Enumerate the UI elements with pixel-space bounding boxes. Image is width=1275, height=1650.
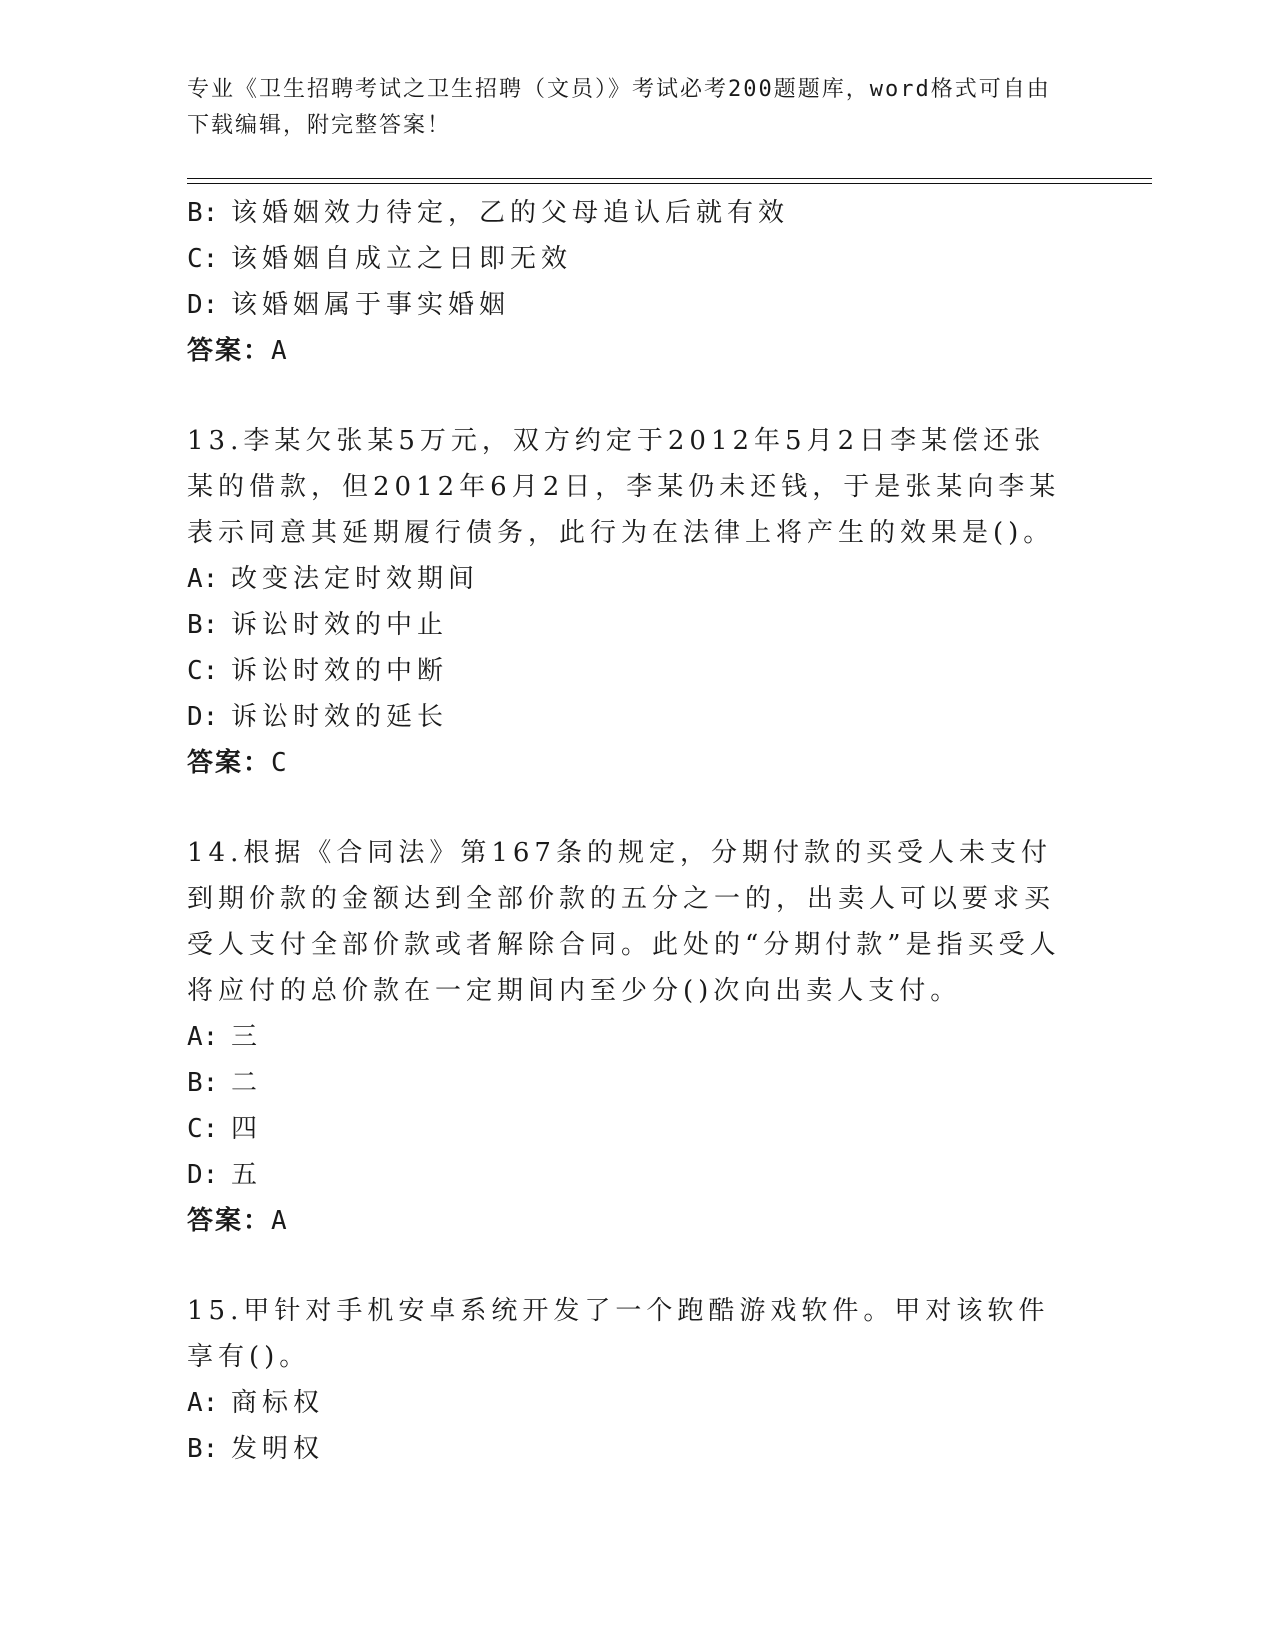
question-text: 13.李某欠张某5万元，双方约定于2012年5月2日李某偿还张某的借款，但2012年6月2日，李某仍未还钱，于是张某向李某表示同意其延期履行债务，此行为在法律上将产生的效果是()。 — [187, 426, 1061, 548]
option-text: 诉讼时效的延长 — [231, 702, 449, 732]
question-text: 15.甲针对手机安卓系统开发了一个跑酷游戏软件。甲对该软件享有()。 — [187, 1296, 1050, 1372]
option-key: A: — [187, 1022, 219, 1052]
header-rule-top — [187, 178, 1152, 179]
option-text: 该婚姻属于事实婚姻 — [231, 290, 511, 320]
option-key: D: — [187, 1160, 219, 1190]
option-b — [187, 1060, 1077, 1106]
answer-label: 答案： — [187, 1206, 272, 1236]
question-14 — [187, 830, 1077, 1244]
option-b — [187, 1426, 1077, 1472]
question-text: 14.根据《合同法》第167条的规定，分期付款的买受人未支付到期价款的金额达到全部价款的五分之一的，出卖人可以要求买受人支付全部价款或者解除合同。此处的“分期付款”是指买受人将应付的总价款在一定期间内至少分()次向出卖人支付。 — [187, 838, 1061, 1006]
question-15 — [187, 1288, 1077, 1472]
question-13 — [187, 418, 1077, 786]
option-text: 四 — [231, 1114, 263, 1144]
answer-value: A — [271, 336, 289, 366]
answer-label: 答案： — [187, 748, 272, 778]
option-b — [187, 602, 1077, 648]
option-key: C: — [187, 1114, 219, 1144]
option-text: 诉讼时效的中止 — [231, 610, 449, 640]
option-text: 该婚姻效力待定，乙的父母追认后就有效 — [231, 198, 790, 228]
option-a — [187, 556, 1077, 602]
option-text: 二 — [231, 1068, 263, 1098]
option-key: B: — [187, 610, 219, 640]
option-text: 五 — [231, 1160, 263, 1190]
answer-label: 答案： — [187, 336, 272, 366]
option-key: B: — [187, 198, 219, 228]
option-a — [187, 1014, 1077, 1060]
answer-line — [187, 740, 1077, 786]
option-text: 改变法定时效期间 — [231, 564, 480, 594]
option-a — [187, 1380, 1077, 1426]
option-key: D: — [187, 702, 219, 732]
option-key: C: — [187, 656, 219, 686]
answer-line — [187, 328, 1077, 374]
option-key: D: — [187, 290, 219, 320]
option-text: 三 — [231, 1022, 263, 1052]
option-d — [187, 282, 1077, 328]
option-d — [187, 694, 1077, 740]
option-key: B: — [187, 1434, 219, 1464]
option-key: A: — [187, 1388, 219, 1418]
option-text: 商标权 — [231, 1388, 325, 1418]
option-c — [187, 1106, 1077, 1152]
option-text: 诉讼时效的中断 — [231, 656, 449, 686]
option-d — [187, 1152, 1077, 1198]
option-key: C: — [187, 244, 219, 274]
option-key: A: — [187, 564, 219, 594]
option-b — [187, 190, 1077, 236]
answer-line — [187, 1198, 1077, 1244]
document-header: 专业《卫生招聘考试之卫生招聘（文员）》考试必考200题题库，word格式可自由下载编辑，附完整答案！ — [187, 77, 1051, 138]
header-rule-bottom — [187, 183, 1152, 184]
option-text: 该婚姻自成立之日即无效 — [231, 244, 573, 274]
answer-value: C — [271, 748, 289, 778]
option-c — [187, 236, 1077, 282]
question-content — [187, 190, 1077, 1472]
answer-value: A — [271, 1206, 289, 1236]
option-key: B: — [187, 1068, 219, 1098]
partial-question — [187, 190, 1077, 374]
option-text: 发明权 — [231, 1434, 325, 1464]
option-c — [187, 648, 1077, 694]
